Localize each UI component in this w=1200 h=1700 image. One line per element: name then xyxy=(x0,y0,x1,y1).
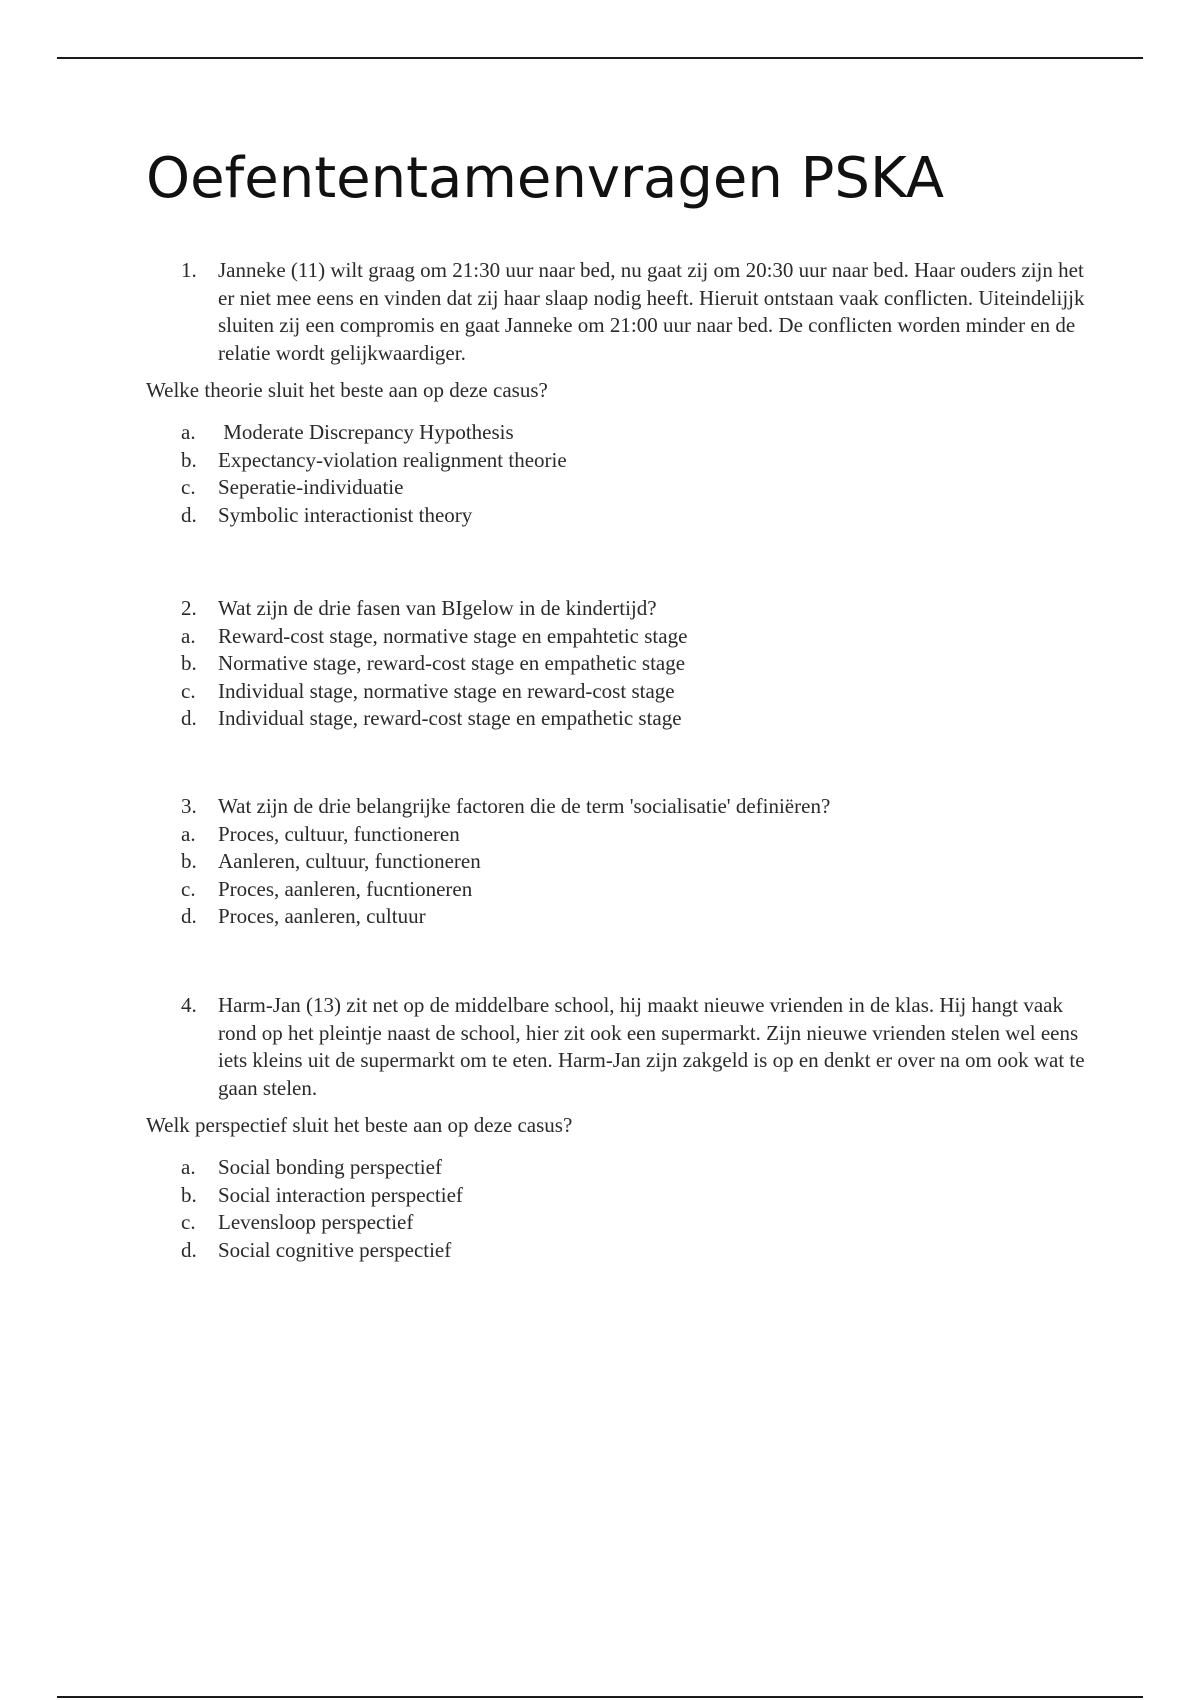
top-rule xyxy=(57,57,1143,59)
option-text: Reward-cost stage, normative stage en empahtetic stage xyxy=(218,623,688,648)
option-text: Individual stage, reward-cost stage en empathetic stage xyxy=(218,706,682,731)
option-text: Proces, aanleren, fucntioneren xyxy=(218,876,473,901)
option-c xyxy=(146,1209,1096,1237)
question-1-prompt: Welke theorie sluit het beste aan op deze casus? xyxy=(146,378,548,403)
option-d xyxy=(146,705,1096,733)
question-body: Wat zijn de drie fasen van BIgelow in de kindertijd? xyxy=(218,596,657,620)
question-body: Janneke (11) wilt graag om 21:30 uur naar bed, nu gaat zij om 20:30 uur naar bed. Haar ouders zijn het er niet mee eens en vinden dat zij haar slaap nodig heeft. Hieruit ontstaan vaak conflicten. Uiteindelijjk sluiten zij een compromis en gaat Janneke om 21:00 uur naar bed. De conflicten worden minder en de relatie wordt gelijkwaardiger. xyxy=(218,258,1085,365)
option-letter: d. xyxy=(181,1237,197,1262)
option-text: Normative stage, reward-cost stage en empathetic stage xyxy=(218,651,686,676)
question-3-text xyxy=(146,793,1096,821)
option-a xyxy=(146,821,1096,849)
option-text: Symbolic interactionist theory xyxy=(218,502,473,527)
question-2 xyxy=(146,595,1096,733)
question-1-options xyxy=(146,419,1096,529)
option-letter: a. xyxy=(181,821,196,846)
option-letter: c. xyxy=(181,1210,196,1235)
option-a xyxy=(146,419,1096,447)
question-4-prompt: Welk perspectief sluit het beste aan op deze casus? xyxy=(146,1113,573,1138)
question-body: Harm-Jan (13) zit net op de middelbare school, hij maakt nieuwe vrienden in de klas. Hij hangt vaak rond op het pleintje naast de school, hier zit ook een supermarkt. Zijn nieuwe vrienden stelen wel eens iets kleins uit de supermarkt om te eten. Harm-Jan zijn zakgeld is op en denkt er over na om ook wat te gaan stelen. xyxy=(218,993,1085,1100)
option-letter: b. xyxy=(181,447,197,472)
question-number: 3. xyxy=(181,794,197,818)
question-number: 4. xyxy=(181,993,197,1017)
option-text: Social bonding perspectief xyxy=(218,1154,442,1179)
bottom-rule xyxy=(57,1696,1143,1698)
question-1 xyxy=(146,257,1096,529)
question-number: 2. xyxy=(181,596,197,620)
option-text: Seperatie-individuatie xyxy=(218,475,404,500)
option-a xyxy=(146,623,1096,651)
option-letter: a. xyxy=(181,623,196,648)
option-b xyxy=(146,447,1096,475)
option-letter: d. xyxy=(181,502,197,527)
question-2-text xyxy=(146,595,1096,623)
option-text: Levensloop perspectief xyxy=(218,1210,414,1235)
question-4 xyxy=(146,992,1096,1264)
option-letter: d. xyxy=(181,904,197,929)
option-letter: a. xyxy=(181,1154,196,1179)
option-text: Proces, cultuur, functioneren xyxy=(218,821,460,846)
question-number: 1. xyxy=(181,258,197,282)
option-letter: d. xyxy=(181,706,197,731)
option-text: Expectancy-violation realignment theorie xyxy=(218,447,567,472)
option-d xyxy=(146,903,1096,931)
option-text: Individual stage, normative stage en reward-cost stage xyxy=(218,678,675,703)
option-text: Social interaction perspectief xyxy=(218,1182,463,1207)
option-letter: a. xyxy=(181,419,196,444)
question-3 xyxy=(146,793,1096,931)
option-d xyxy=(146,1237,1096,1265)
option-c xyxy=(146,678,1096,706)
option-b xyxy=(146,650,1096,678)
option-letter: c. xyxy=(181,876,196,901)
question-body: Wat zijn de drie belangrijke factoren die de term 'socialisatie' definiëren? xyxy=(218,794,831,818)
question-4-options xyxy=(146,1154,1096,1264)
option-letter: b. xyxy=(181,1182,197,1207)
option-text: Social cognitive perspectief xyxy=(218,1237,452,1262)
option-letter: c. xyxy=(181,475,196,500)
option-text: Moderate Discrepancy Hypothesis xyxy=(218,419,514,444)
option-b xyxy=(146,1182,1096,1210)
option-c xyxy=(146,474,1096,502)
option-letter: b. xyxy=(181,651,197,676)
option-text: Aanleren, cultuur, functioneren xyxy=(218,849,481,874)
option-a xyxy=(146,1154,1096,1182)
option-c xyxy=(146,876,1096,904)
option-d xyxy=(146,502,1096,530)
option-b xyxy=(146,848,1096,876)
page-title: Oefententamenvragen PSKA xyxy=(146,146,944,211)
option-text: Proces, aanleren, cultuur xyxy=(218,904,426,929)
option-letter: b. xyxy=(181,849,197,874)
question-1-text xyxy=(146,257,1096,367)
option-letter: c. xyxy=(181,678,196,703)
question-4-text xyxy=(146,992,1096,1102)
